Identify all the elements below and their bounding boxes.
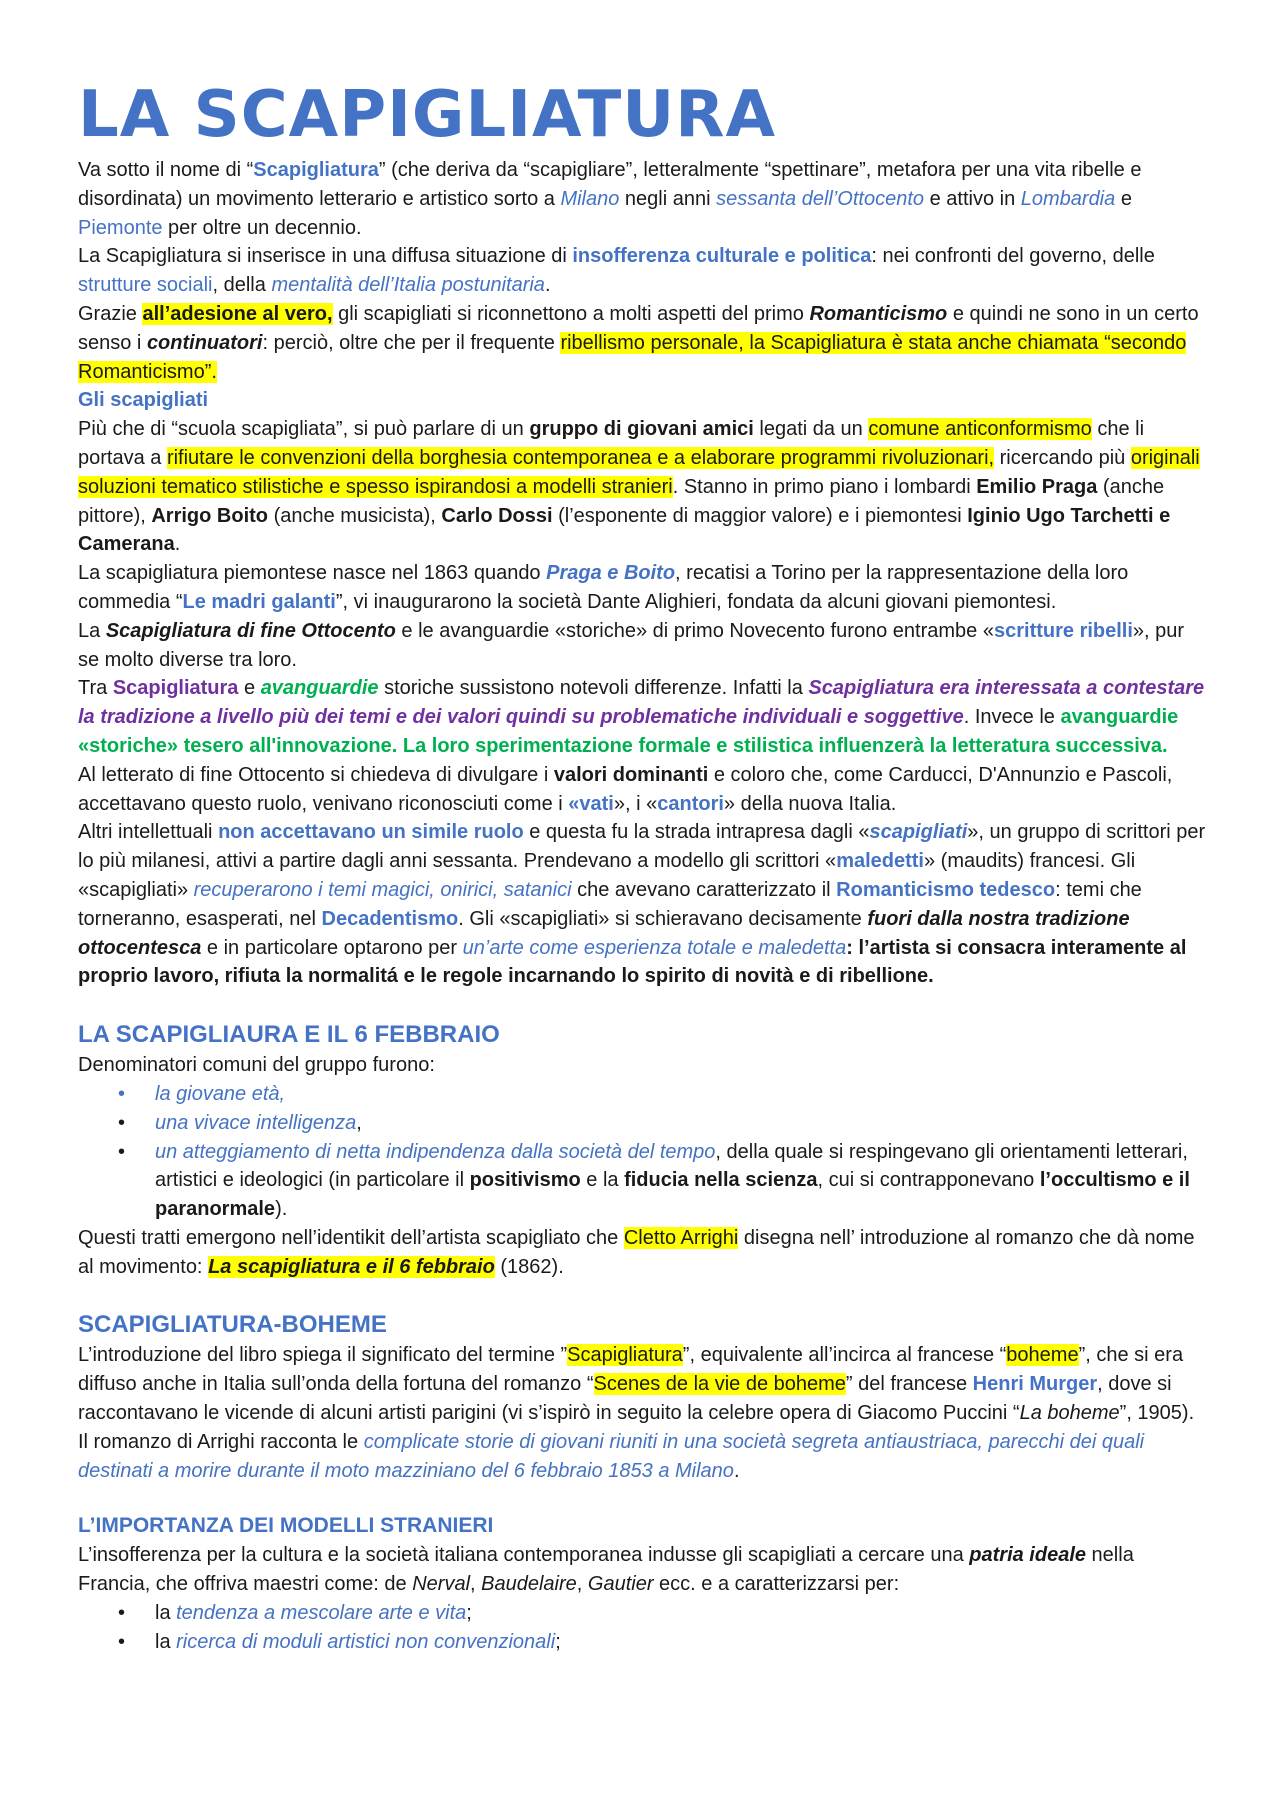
bullet-icon: •: [118, 1630, 126, 1653]
paragraph-insofferenza-francia: L’insofferenza per la cultura e la società italiana contemporanea indusse gli scapigliati a cercare una patria ideale nella Francia, che offriva maestri come: de Nerval, Baudelaire, Gautier ecc. e a caratterizzarsi per:: [78, 1544, 1134, 1596]
paragraph-gruppo: Più che di “scuola scapigliata”, si può parlare di un gruppo di giovani amici legati da un comune anticonformismo che li portava a rifiutare le convenzioni della borghesia contemporanea e a elaborare programmi rivoluzionari, ricercando più originali soluzioni tematico stilistiche e spesso ispirandosi a modelli stranieri. Stanno in primo piano i lombardi Emilio Praga (anche pittore), Arrigo Boito (anche musicista), Carlo Dossi (l’esponente di maggior valore) e i piemontesi Iginio Ugo Tarchetti e Camerana.: [78, 418, 1200, 556]
list-item: • la tendenza a mescolare arte e vita;: [78, 1599, 1208, 1628]
list-item: • una vivace intelligenza,: [78, 1109, 1208, 1138]
paragraph-piemontese: La scapigliatura piemontese nasce nel 1863 quando Praga e Boito, recatisi a Torino per la rappresentazione della loro commedia “Le madri galanti”, vi inaugurarono la società Dante Alighieri, fondata da alcuni giovani piemontesi.: [78, 562, 1129, 613]
highlight-romanzo-title: La scapigliatura e il 6 febbraio: [208, 1255, 495, 1278]
paragraph-romanzo: Il romanzo di Arrighi racconta le complicate storie di giovani riuniti in una società segreta antiaustriaca, parecchi dei quali destinati a morire durante il moto mazziniano del 6 febbraio 1853 a Milano.: [78, 1430, 1145, 1482]
heading-6-febbraio: LA SCAPIGLIAURA E IL 6 FEBBRAIO: [78, 1021, 500, 1049]
list-caratteristiche: [78, 1599, 1208, 1657]
paragraph-letterato: Al letterato di fine Ottocento si chiedeva di divulgare i valori dominanti e coloro che, come Carducci, D'Annunzio e Pascoli, accettavano questo ruolo, venivano riconosciuti come i «vati», i «cantori» della nuova Italia.: [78, 763, 1173, 815]
highlight-ribellismo: ribellismo personale, la Scapigliatura è stata anche chiamata “secondo Romanticismo”.: [78, 331, 1187, 383]
heading-boheme: SCAPIGLIATURA-BOHEME: [78, 1311, 387, 1339]
document-page: [78, 78, 1208, 1657]
paragraph-intro: Va sotto il nome di “Scapigliatura” (che deriva da “scapigliare”, letteralmente “spettinare”, metafora per una vita ribelle e disordinata) un movimento letterario e artistico sorto a Milano negli anni sessanta dell’Ottocento e attivo in Lombardia e Piemonte per oltre un decennio.: [78, 159, 1142, 239]
place-lombardia: Lombardia: [1020, 187, 1116, 210]
term-scapigliatura: Scapigliatura: [253, 159, 379, 181]
paragraph-denominatori: Denominatori comuni del gruppo furono:: [78, 1054, 435, 1077]
list-denominatori: [78, 1080, 1208, 1224]
bullet-icon: •: [118, 1082, 126, 1105]
bullet-icon: •: [118, 1602, 126, 1625]
period-ottocento: sessanta dell’Ottocento: [716, 187, 925, 210]
paragraph-intellettuali: Altri intellettuali non accettavano un simile ruolo e questa fu la strada intrapresa dagli «scapigliati», un gruppo di scrittori per lo più milanesi, attivi a partire dagli anni sessanta. Prendevano a modello gli scrittori «maledetti» (maudits) francesi. Gli «scapigliati» recuperarono i temi magici, onirici, satanici che avevano caratterizzato il Romanticismo tedesco: temi che torneranno, esasperati, nel Decadentismo. Gli «scapigliati» si schieravano decisamente fuori dalla nostra tradizione ottocentesca e in particolare optarono per un’arte come esperienza totale e maledetta: l’artista si consacra interamente al proprio lavoro, rifiuta la normalitá e le regole incarnando lo spirito di novità e di ribellione.: [78, 821, 1206, 988]
paragraph-insofferenza: La Scapigliatura si inserisce in una diffusa situazione di insofferenza culturale e politica: nei confronti del governo, delle strutture sociali, della mentalità dell’Italia postunitaria.: [78, 245, 1155, 297]
bullet-icon: •: [118, 1140, 126, 1163]
paragraph-arrighi: Questi tratti emergono nell’identikit dell’artista scapigliato che Cletto Arrighi disegna nell’ introduzione al romanzo che dà nome al movimento: La scapigliatura e il 6 febbraio (1862).: [78, 1226, 1195, 1278]
paragraph-romanticismo: Grazie all’adesione al vero, gli scapigliati si riconnettono a molti aspetti del primo Romanticismo e quindi ne sono in un certo senso i continuatori: perciò, oltre che per il frequente ribellismo personale, la Scapigliatura è stata anche chiamata “secondo Romanticismo”.: [78, 302, 1199, 383]
paragraph-boheme: L’introduzione del libro spiega il significato del termine ”Scapigliatura”, equivalente all’incirca al francese “boheme”, che si era diffuso anche in Italia sull’onda della fortuna del romanzo “Scenes de la vie de boheme” del francese Henri Murger, dove si raccontavano le vicende di alcuni artisti parigini (vi s’ispirò in seguito la celebre opera di Giacomo Puccini “La boheme”, 1905).: [78, 1344, 1195, 1425]
highlight-adesione: all’adesione al vero,: [142, 302, 333, 325]
place-piemonte: Piemonte: [78, 216, 163, 239]
highlight-cletto-arrighi: Cletto Arrighi: [623, 1226, 739, 1249]
list-item: • la ricerca di moduli artistici non convenzionali;: [78, 1628, 1208, 1657]
place-milano: Milano: [560, 187, 620, 210]
bullet-icon: •: [118, 1111, 126, 1134]
list-item: • un atteggiamento di netta indipendenza dalla società del tempo, della quale si respingevano gli orientamenti letterari, artistici e ideologici (in particolare il positivismo e la fiducia nella scienza, cui si contrapponevano l’occultismo e il paranormale).: [78, 1138, 1208, 1224]
subheading-scapigliati: Gli scapigliati: [78, 389, 209, 412]
paragraph-avanguardie: Tra Scapigliatura e avanguardie storiche sussistono notevoli differenze. Infatti la Scapigliatura era interessata a contestare la tradizione a livello più dei temi e dei valori quindi su problematiche individuali e soggettive. Invece le avanguardie «storiche» tesero all'innovazione. La loro sperimentazione formale e stilistica influenzerà la letteratura successiva.: [78, 677, 1205, 757]
paragraph-fine-ottocento: La Scapigliatura di fine Ottocento e le avanguardie «storiche» di primo Novecento furono entrambe «scritture ribelli», pur se molto diverse tra loro.: [78, 619, 1185, 671]
heading-modelli-stranieri: L’IMPORTANZA DEI MODELLI STRANIERI: [78, 1514, 494, 1538]
list-item: • la giovane età,: [78, 1080, 1208, 1109]
page-title: LA SCAPIGLIATURA: [78, 78, 777, 152]
